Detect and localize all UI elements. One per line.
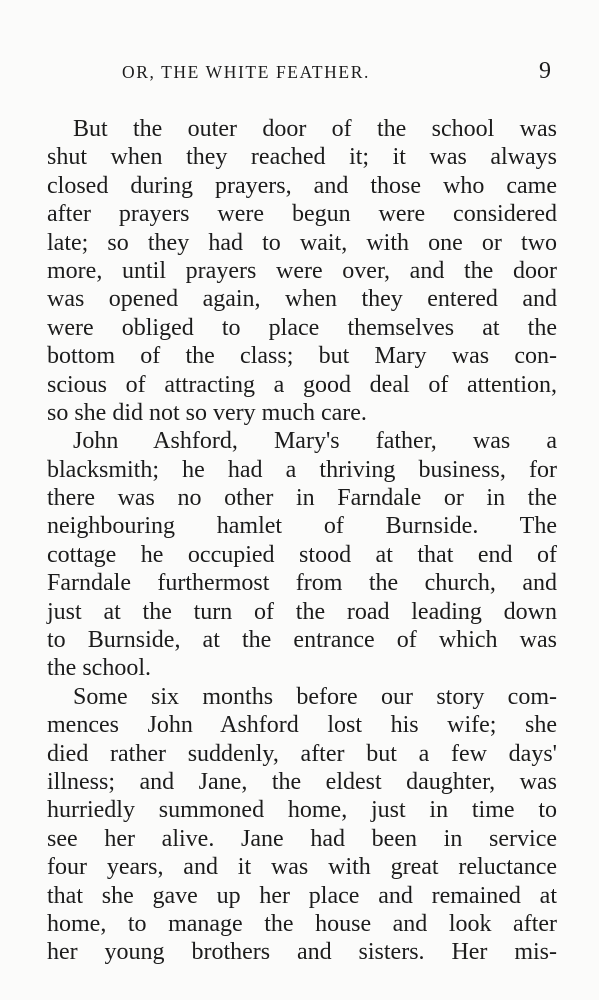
text-line: home, to manage the house and look after bbox=[47, 910, 557, 937]
text-line: shut when they reached it; it was always bbox=[47, 144, 557, 171]
paragraph bbox=[47, 427, 557, 683]
text-line: so she did not so very much care. bbox=[47, 399, 367, 426]
text-line: Farndale furthermost from the church, and bbox=[47, 570, 557, 597]
text-line: her young brothers and sisters. Her mis- bbox=[47, 939, 557, 966]
text-line: more, until prayers were over, and the door bbox=[47, 257, 557, 284]
paragraph bbox=[47, 683, 557, 967]
page-header bbox=[0, 58, 599, 88]
text-line: see her alive. Jane had been in service bbox=[47, 825, 557, 852]
text-line: cottage he occupied stood at that end of bbox=[47, 541, 557, 568]
text-line: But the outer door of the school was bbox=[73, 116, 557, 142]
text-line: mences John Ashford lost his wife; she bbox=[47, 712, 557, 739]
text-line: after prayers were begun were considered bbox=[47, 201, 557, 228]
text-line: just at the turn of the road leading down bbox=[47, 598, 557, 625]
text-line: neighbouring hamlet of Burnside. The bbox=[47, 513, 557, 540]
running-title: OR, THE WHITE FEATHER. bbox=[122, 62, 370, 82]
text-line: the school. bbox=[47, 655, 151, 682]
text-line: Some six months before our story com- bbox=[73, 683, 557, 710]
text-line: were obliged to place themselves at the bbox=[47, 314, 557, 341]
text-line: scious of attracting a good deal of attention, bbox=[47, 371, 557, 398]
text-line: illness; and Jane, the eldest daughter, was bbox=[47, 768, 557, 795]
text-line: to Burnside, at the entrance of which was bbox=[47, 627, 557, 654]
text-line: blacksmith; he had a thriving business, for bbox=[47, 456, 557, 483]
text-line: there was no other in Farndale or in the bbox=[47, 485, 557, 512]
paragraph bbox=[47, 115, 557, 427]
text-line: that she gave up her place and remained at bbox=[47, 882, 557, 909]
page-number: 9 bbox=[539, 58, 551, 84]
text-line: was opened again, when they entered and bbox=[47, 286, 557, 313]
text-line: hurriedly summoned home, just in time to bbox=[47, 797, 557, 824]
text-line: four years, and it was with great reluctance bbox=[47, 854, 557, 881]
text-line: late; so they had to wait, with one or two bbox=[47, 229, 557, 256]
text-line: died rather suddenly, after but a few days' bbox=[47, 740, 557, 767]
text-line: John Ashford, Mary's father, was a bbox=[73, 428, 557, 455]
text-line: bottom of the class; but Mary was con- bbox=[47, 343, 557, 370]
body-text bbox=[47, 115, 557, 967]
text-line: closed during prayers, and those who came bbox=[47, 172, 557, 199]
